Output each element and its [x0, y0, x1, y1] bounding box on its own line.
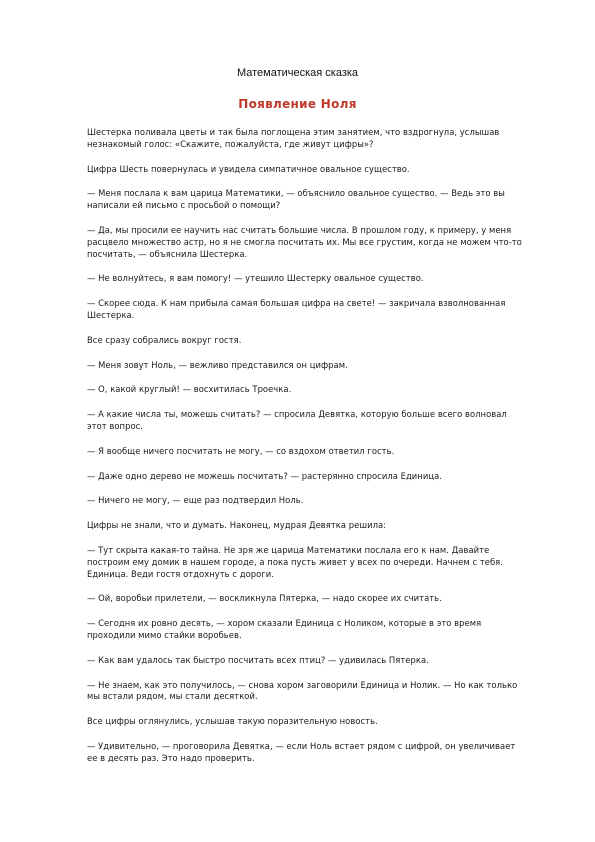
- paragraph: — Да, мы просили ее научить нас считать большие числа. В прошлом году, к примеру, у меня расцвело множество астр, но я не смогла посчитать их. Мы все грустим, когда не можем что-то посчитать, — объяснила Шестерка.: [87, 224, 522, 259]
- paragraph: — Тут скрыта какая-то тайна. Не зря же царица Математики послала его к нам. Давайте построим ему домик в нашем городе, а пока пусть живет у всех по очереди. Начнем с тебя. Единица. Веди гостя отдохнуть с дороги.: [87, 544, 503, 579]
- paragraph: — Не волнуйтесь, я вам помогу! — утешило Шестерку овальное существо.: [87, 273, 424, 284]
- paragraph: — Сегодня их ровно десять, — хором сказали Единица с Ноликом, которые в это время проходили мимо стайки воробьев.: [87, 618, 482, 640]
- paragraph: Все цифры оглянулись, услышав такую поразительную новость.: [87, 716, 378, 727]
- page-title: Математическая сказка: [236, 67, 359, 79]
- paragraph: — О, какой круглый! — восхитилась Троечка.: [87, 384, 292, 395]
- paragraph: — Ой, воробьи прилетели, — воскликнула Пятерка, — надо скорее их считать.: [87, 593, 442, 604]
- paragraph: — Меня послала к вам царица Математики, — объяснило овальное существо. — Ведь это вы написали ей письмо с просьбой о помощи?: [87, 188, 505, 211]
- paragraph: — Как вам удалось так быстро посчитать всех птиц? — удивилась Пятерка.: [87, 654, 429, 665]
- paragraph: Цифры не знали, что и думать. Наконец, мудрая Девятка решила:: [87, 520, 387, 531]
- paragraph: Цифра Шесть повернулась и увидела симпатичное овальное существо.: [87, 163, 410, 174]
- story-body: [87, 127, 527, 778]
- paragraph: — А какие числа ты, можешь считать? — спросила Девятка, которую больше всего волновал этот вопрос.: [87, 409, 507, 431]
- paragraph: — Удивительно, — проговорила Девятка, — если Ноль встает рядом с цифрой, он увеличивает ее в десять раз. Это надо проверить.: [87, 740, 516, 763]
- chapter-subtitle: Появление Ноля: [238, 97, 357, 111]
- paragraph: Шестерка поливала цветы и так была поглощена этим занятием, что вздрогнула, услышав незнакомый голос: «Скажите, пожалуйста, где живут цифры»?: [87, 127, 500, 149]
- paragraph: Все сразу собрались вокруг гостя.: [87, 334, 242, 345]
- paragraph: — Меня зовут Ноль, — вежливо представился он цифрам.: [87, 359, 348, 370]
- paragraph: — Не знаем, как это получилось, — снова хором заговорили Единица и Нолик. — Но как только мы встали рядом, мы стали десяткой.: [87, 679, 518, 702]
- paragraph: — Я вообще ничего посчитать не могу, — со вздохом ответил гость.: [87, 445, 395, 456]
- paragraph: — Ничего не могу, — еще раз подтвердил Ноль.: [87, 495, 304, 506]
- paragraph: — Скорее сюда. К нам прибыла самая большая цифра на свете! — закричала взволнованная Шестерка.: [87, 298, 506, 320]
- paragraph: — Даже одно дерево не можешь посчитать? — растерянно спросила Единица.: [87, 470, 442, 481]
